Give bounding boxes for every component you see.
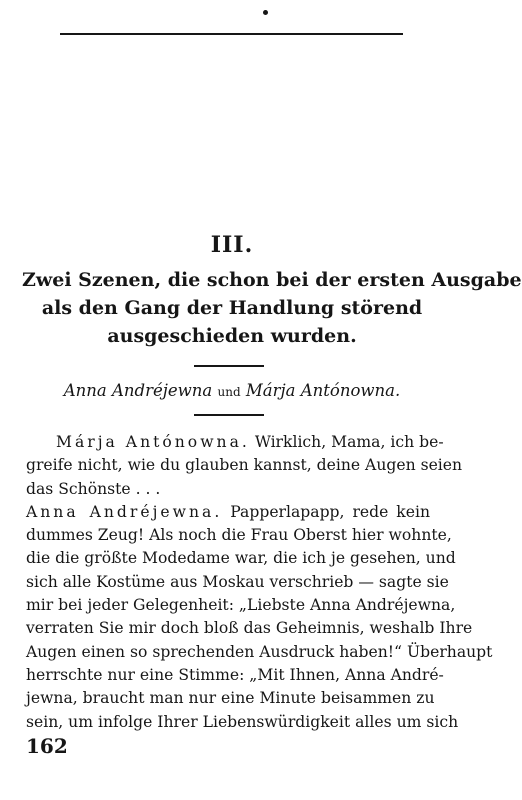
speech-text: Papperlapapp, rede kein bbox=[230, 502, 431, 521]
section-number: III. bbox=[210, 232, 254, 258]
heading-line: als den Gang der Handlung störend bbox=[41, 297, 423, 319]
text-line: herrschte nur eine Stimme: „Mit Ihnen, Anna André- bbox=[26, 665, 444, 684]
character-name: Anna Andréjewna bbox=[63, 381, 213, 400]
text-line bbox=[26, 501, 430, 524]
page-number: 162 bbox=[26, 734, 68, 758]
heading-line: Zwei Szenen, die schon bei der ersten Ausgabe bbox=[22, 269, 522, 291]
text-line: verraten Sie mir doch bloß das Geheimnis, weshalb Ihre bbox=[26, 619, 473, 638]
character-name: Márja Antónowna. bbox=[245, 381, 401, 400]
speech-text: Wirklich, Mama, ich be- bbox=[254, 433, 444, 451]
divider-rule bbox=[194, 365, 264, 367]
divider-rule bbox=[194, 414, 264, 416]
text-line: dummes Zeug! Als noch die Frau Oberst hier wohnte, bbox=[26, 526, 452, 545]
header-rule bbox=[60, 33, 403, 35]
character-joiner: und bbox=[217, 385, 241, 399]
text-line: Augen einen so sprechenden Ausdruck haben!“ Überhaupt bbox=[26, 642, 493, 661]
text-line: jewna, braucht man nur eine Minute beisammen zu bbox=[26, 689, 435, 708]
printer-mark bbox=[263, 10, 268, 15]
text-line: mir bei jeder Gelegenheit: „Liebste Anna Andréjewna, bbox=[26, 596, 456, 615]
speaker-name: Márja Antónowna. bbox=[56, 433, 250, 451]
text-line: sein, um infolge Ihrer Liebenswürdigkeit alles um sich bbox=[26, 712, 459, 731]
text-line: greife nicht, wie du glauben kannst, deine Augen seien bbox=[26, 456, 463, 475]
section-heading bbox=[22, 266, 522, 350]
text-line bbox=[26, 431, 444, 454]
text-line: die die größte Modedame war, die ich je gesehen, und bbox=[26, 549, 456, 568]
text-line: das Schönste . . . bbox=[26, 479, 161, 498]
dialogue-text bbox=[26, 431, 493, 734]
heading-line: ausgeschieden wurden. bbox=[107, 325, 357, 347]
speaker-name: Anna Andréjewna. bbox=[26, 502, 223, 521]
text-line: sich alle Kostüme aus Moskau verschrieb — sagte sie bbox=[26, 572, 449, 591]
character-list bbox=[0, 381, 464, 400]
